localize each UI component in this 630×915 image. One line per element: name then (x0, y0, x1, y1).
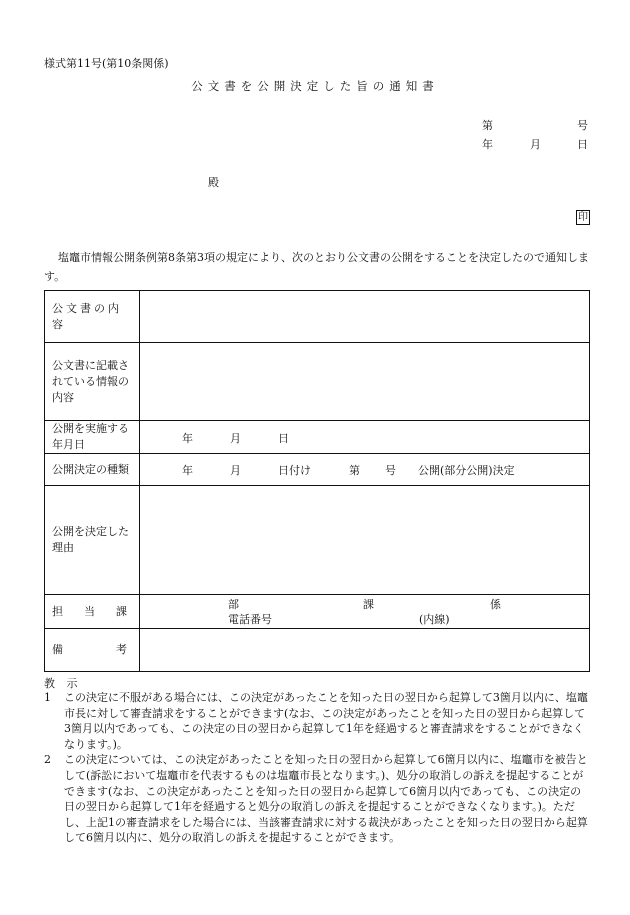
intro-paragraph: 塩竈市情報公開条例第8条第3項の規定により、次のとおり公文書の公開をすることを決定したので通知します。 (44, 251, 589, 283)
disclosure-day: 日 (278, 431, 289, 445)
doc-number-suffix: 号 (577, 119, 588, 132)
staff-department: 部 (228, 598, 239, 611)
value-disclosure-date (140, 421, 590, 454)
label-responsible-section (45, 595, 140, 629)
instruction-text: この決定については、この決定があったことを知った日の翌日から起算して6箇月以内に、塩竈市を被告として(訴訟において塩竈市を代表するものは塩竈市長となります。)、処分の取消しの訴えを提起することができます(なお、この決定があったことを知った日の翌日から起算して6箇月以内であっても、この決定の日の翌日から起算して1年を経過すると処分の取消しの訴えを提起することができなくなります。)。ただし、上記1の審査請求をした場合には、当該審査請求に対する裁決があったことを知った日の翌日から起算して6箇月以内に、処分の取消しの訴えを提起することができます。 (64, 753, 588, 845)
instructions-list (44, 690, 592, 846)
value-information-content (140, 343, 590, 421)
decision-month: 月 (230, 464, 241, 477)
label-remarks (45, 629, 140, 672)
label-staff-char-1: 担 (52, 604, 63, 618)
label-staff-char-3: 課 (116, 604, 127, 618)
staff-section: 課 (363, 598, 374, 611)
doc-number-prefix: 第 (482, 119, 493, 132)
staff-extension-label: (内線) (419, 613, 450, 626)
label-disclosure-date: 公開を実施する年月日 (45, 421, 140, 454)
row-document-content (45, 291, 590, 343)
staff-phone-label: 電話番号 (228, 613, 272, 626)
instruction-number: 1 (44, 691, 51, 704)
label-remarks-char-1: 備 (52, 643, 63, 656)
label-staff-char-2: 当 (84, 604, 95, 618)
instructions-title: 教 示 (44, 677, 82, 690)
decision-year: 年 (182, 464, 193, 477)
doc-date-month: 月 (530, 138, 541, 151)
label-information-content: 公文書に記載されている情報の内容 (45, 343, 140, 421)
row-remarks (45, 629, 590, 672)
instruction-text: この決定に不服がある場合には、この決定があったことを知った日の翌日から起算して3箇月以内に、塩竈市長に対して審査請求をすることができます(なお、この決定があったことを知った日の翌日から起算して3箇月以内であっても、この決定の日の翌日から起算して1年を経過すると審査請求をすることができなくなります。)。 (64, 691, 588, 751)
decision-number-prefix: 第 (349, 464, 360, 477)
value-remarks (140, 629, 590, 672)
row-decision-reason (45, 486, 590, 595)
doc-date-year: 年 (482, 138, 493, 151)
label-document-content: 公文書の内容 (45, 291, 140, 343)
decision-kind: 公開(部分公開)決定 (418, 464, 515, 477)
staff-unit: 係 (490, 598, 501, 611)
addressee-honorific: 殿 (208, 176, 219, 189)
instruction-number: 2 (44, 753, 51, 767)
value-responsible-section (140, 595, 590, 629)
row-decision-type (45, 454, 590, 486)
document-title: 公文書を公開決定した旨の通知書 (191, 79, 439, 93)
instruction-item (44, 752, 592, 846)
value-decision-reason (140, 486, 590, 595)
label-decision-reason: 公開を決定した理由 (45, 486, 140, 595)
row-disclosure-date (45, 421, 590, 454)
decision-number-suffix: 号 (385, 464, 396, 477)
form-number: 様式第11号(第10条関係) (44, 57, 169, 70)
doc-date-day: 日 (577, 138, 588, 151)
disclosure-year: 年 (182, 431, 193, 445)
value-decision-type (140, 454, 590, 486)
seal-icon: 印 (578, 212, 588, 223)
row-responsible-section (45, 595, 590, 629)
disclosure-month: 月 (230, 431, 241, 445)
label-decision-type: 公開決定の種類 (45, 454, 140, 486)
decision-dated: 日付け (278, 464, 311, 477)
notice-table (44, 290, 590, 672)
row-information-content (45, 343, 590, 421)
label-remarks-char-2: 考 (116, 643, 127, 656)
instruction-item (44, 690, 592, 752)
value-document-content (140, 291, 590, 343)
